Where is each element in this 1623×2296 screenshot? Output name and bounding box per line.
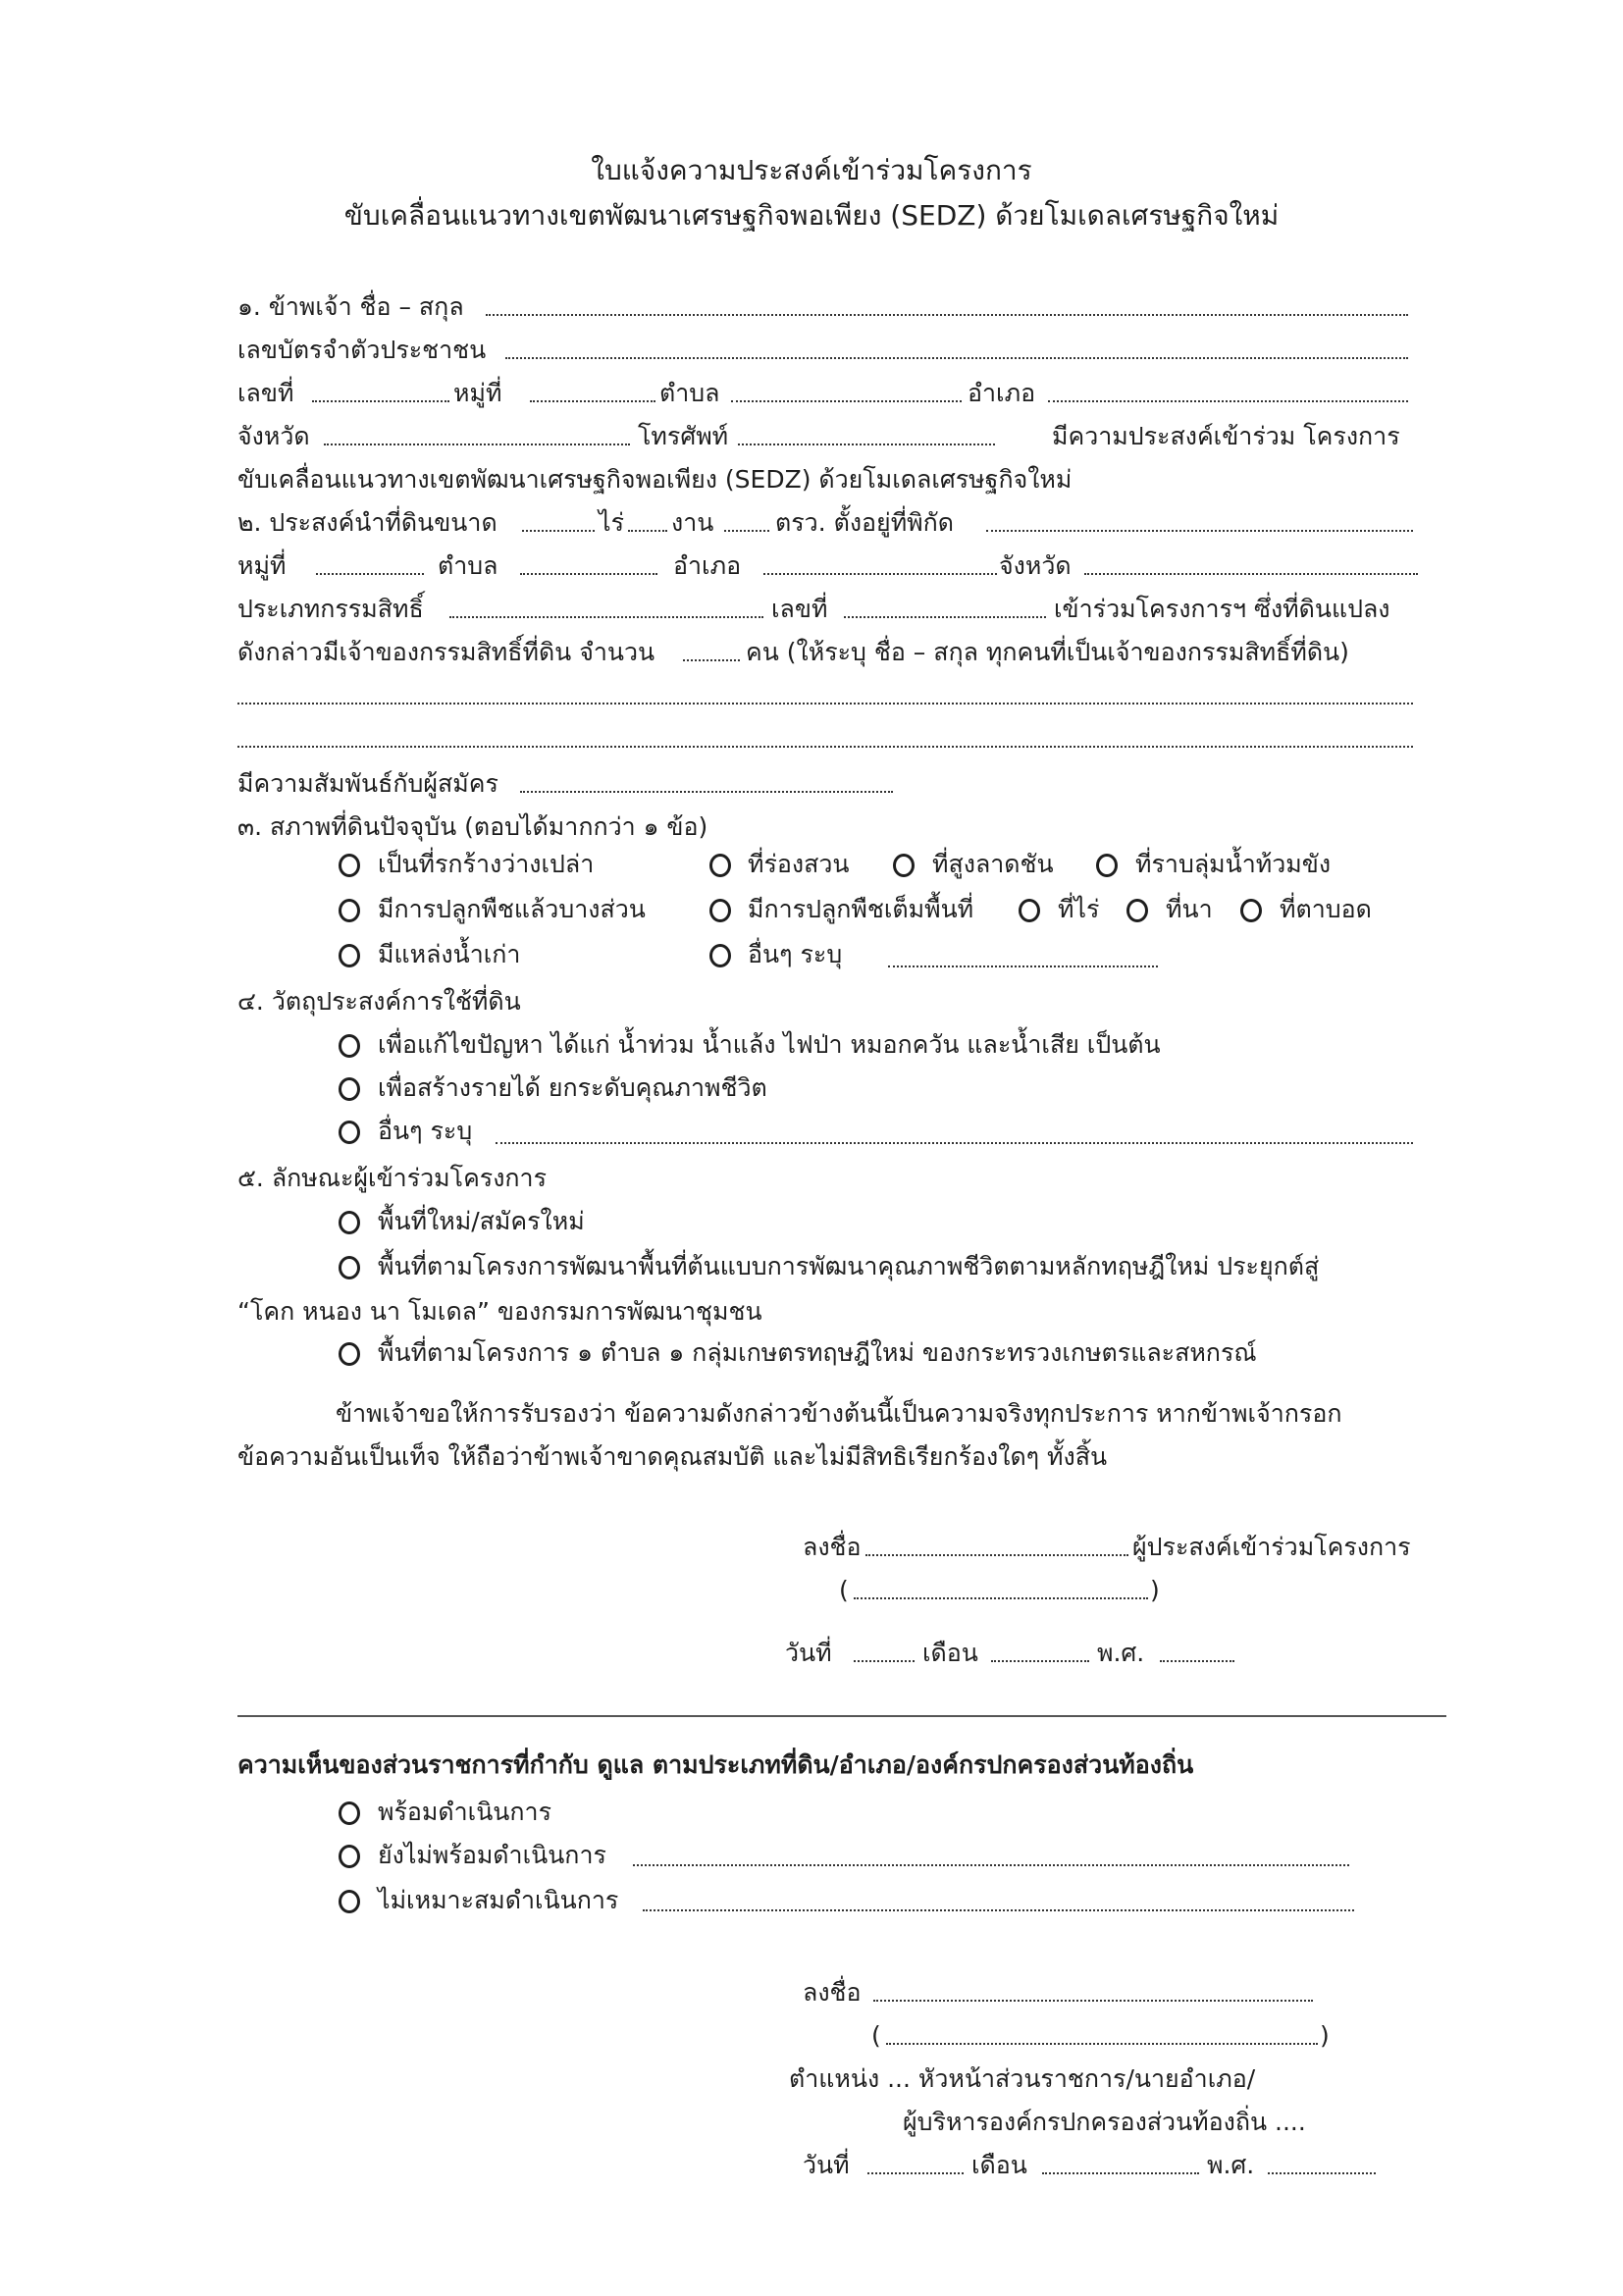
deed-number-field[interactable]	[844, 616, 1046, 618]
house-no-field[interactable]	[312, 400, 449, 402]
official-sign-label: ลงชื่อ	[803, 1978, 862, 2007]
relation-field[interactable]	[520, 791, 893, 793]
applicant-year-label: พ.ศ.	[1097, 1639, 1145, 1667]
applicant-year-field[interactable]	[1160, 1660, 1234, 1662]
land-village-label: หมู่ที่	[237, 551, 287, 580]
applicant-paren-close: )	[1150, 1576, 1160, 1604]
land-condition-label: ๓. สภาพที่ดินปัจจุบัน (ตอบได้มากกว่า ๑ ข้อ)	[237, 812, 708, 841]
radio-barren-land[interactable]	[339, 854, 360, 877]
radio-fully-planted[interactable]	[709, 899, 731, 922]
applicant-month-field[interactable]	[991, 1660, 1089, 1662]
radio-slope-land[interactable]	[893, 854, 915, 877]
section-divider	[237, 1715, 1446, 1717]
land-district-field[interactable]	[763, 573, 997, 575]
subdistrict-field[interactable]	[731, 400, 962, 402]
radio-create-income[interactable]	[339, 1077, 360, 1101]
radio-khok-nong-na[interactable]	[339, 1256, 360, 1279]
subdistrict-label: ตำบล	[659, 379, 720, 407]
radio-not-suitable[interactable]	[339, 1890, 360, 1913]
ngan-field[interactable]	[628, 530, 667, 532]
land-size-label: ๒. ประสงค์นำที่ดินขนาด	[237, 508, 497, 537]
id-field[interactable]	[505, 357, 1408, 359]
sqwa-label: ตรว. ตั้งอยู่ที่พิกัด	[775, 508, 955, 537]
official-printed-name-field[interactable]	[886, 2043, 1318, 2045]
radio-old-water-source[interactable]	[339, 944, 360, 967]
option-landlocked: ที่ตาบอด	[1280, 895, 1372, 923]
owners-names-line-2[interactable]	[237, 746, 1413, 748]
radio-orchard-ditch[interactable]	[709, 854, 731, 877]
participant-type-label: ๕. ลักษณะผู้เข้าร่วมโครงการ	[237, 1164, 548, 1192]
wish-text: มีความประสงค์เข้าร่วม โครงการ	[1052, 422, 1400, 450]
relation-label: มีความสัมพันธ์กับผู้สมัคร	[237, 769, 498, 798]
official-month-label: เดือน	[971, 2151, 1027, 2179]
applicant-printed-name-field[interactable]	[854, 1597, 1148, 1599]
radio-flood-plain[interactable]	[1096, 854, 1118, 877]
certify-line-1: ข้าพเจ้าขอให้การรับรองว่า ข้อความดังกล่าวข้างต้นนี้เป็นความจริงทุกประการ หากข้าพเจ้ากรอก	[336, 1399, 1342, 1428]
province-field[interactable]	[324, 444, 630, 445]
project-name: ขับเคลื่อนแนวทางเขตพัฒนาเศรษฐกิจพอเพียง (SEDZ) ด้วยโมเดลเศรษฐกิจใหม่	[237, 465, 1073, 494]
province-label: จังหวัด	[237, 422, 310, 450]
radio-land-other[interactable]	[709, 944, 731, 967]
official-paren-close: )	[1320, 2021, 1330, 2050]
owners-text-b: คน (ให้ระบุ ชื่อ – สกุล ทุกคนที่เป็นเจ้าของกรรมสิทธิ์ที่ดิน)	[746, 638, 1349, 666]
official-position-a: ตำแหน่ง ... หัวหน้าส่วนราชการ/นายอำเภอ/	[789, 2064, 1256, 2093]
land-subdistrict-label: ตำบล	[438, 551, 498, 580]
applicant-signature-field[interactable]	[865, 1554, 1128, 1556]
option-rice-field: ที่นา	[1166, 895, 1213, 923]
official-paren-open: (	[871, 2021, 881, 2050]
official-month-field[interactable]	[1042, 2172, 1199, 2174]
location-field[interactable]	[986, 530, 1413, 532]
official-opinion-heading: ความเห็นของส่วนราชการที่กำกับ ดูแล ตามประเภทที่ดิน/อำเภอ/องค์กรปกครองส่วนท้องถิ่น	[237, 1750, 1194, 1779]
official-position-b: ผู้บริหารองค์กรปกครองส่วนท้องถิ่น ....	[903, 2108, 1306, 2136]
join-project-text: เข้าร่วมโครงการฯ ซึ่งที่ดินแปลง	[1054, 595, 1390, 623]
not-ready-reason-field[interactable]	[633, 1864, 1349, 1866]
option-solve-problems: เพื่อแก้ไขปัญหา ได้แก่ น้ำท่วม น้ำแล้ง ไฟป่า หมอกควัน และน้ำเสีย เป็นต้น	[378, 1030, 1161, 1059]
phone-field[interactable]	[738, 444, 995, 445]
land-other-field[interactable]	[888, 965, 1158, 967]
form-title-line1: ใบแจ้งความประสงค์เข้าร่วมโครงการ	[591, 154, 1032, 186]
phone-label: โทรศัพท์	[638, 422, 729, 450]
district-label: อำเภอ	[968, 379, 1036, 407]
rai-field[interactable]	[522, 530, 595, 532]
applicant-sign-label: ลงชื่อ	[803, 1533, 862, 1561]
ngan-label: งาน	[671, 508, 714, 537]
purpose-other-field[interactable]	[496, 1142, 1413, 1144]
name-label: ๑. ข้าพเจ้า ชื่อ – สกุล	[237, 292, 464, 321]
applicant-paren-open: (	[839, 1576, 849, 1604]
id-label: เลขบัตรจำตัวประชาชน	[237, 336, 487, 364]
official-signature-field[interactable]	[873, 2000, 1313, 2002]
radio-partly-planted[interactable]	[339, 899, 360, 922]
radio-not-ready[interactable]	[339, 1845, 360, 1868]
option-field-farm: ที่ไร่	[1058, 895, 1100, 923]
official-year-field[interactable]	[1268, 2172, 1376, 2174]
applicant-month-label: เดือน	[922, 1639, 978, 1667]
option-barren-land: เป็นที่รกร้างว่างเปล่า	[378, 850, 595, 878]
owners-count-field[interactable]	[683, 659, 740, 661]
option-create-income: เพื่อสร้างรายได้ ยกระดับคุณภาพชีวิต	[378, 1073, 767, 1102]
certify-line-2: ข้อความอันเป็นเท็จ ให้ถือว่าข้าพเจ้าขาดคุณสมบัติ และไม่มีสิทธิเรียกร้องใดๆ ทั้งสิ้น	[237, 1442, 1108, 1471]
name-field[interactable]	[486, 314, 1408, 316]
land-province-field[interactable]	[1084, 573, 1418, 575]
radio-solve-problems[interactable]	[339, 1034, 360, 1058]
radio-ready[interactable]	[339, 1801, 360, 1825]
radio-one-tambon[interactable]	[339, 1342, 360, 1366]
option-purpose-other: อื่นๆ ระบุ	[378, 1117, 473, 1145]
option-one-tambon: พื้นที่ตามโครงการ ๑ ตำบล ๑ กลุ่มเกษตรทฤษฎีใหม่ ของกระทรวงเกษตรและสหกรณ์	[378, 1338, 1257, 1367]
village-label: หมู่ที่	[453, 379, 502, 407]
owners-names-line-1[interactable]	[237, 703, 1413, 704]
district-field[interactable]	[1048, 400, 1408, 402]
option-not-ready: ยังไม่พร้อมดำเนินการ	[378, 1841, 606, 1869]
land-village-field[interactable]	[316, 573, 424, 575]
land-use-purpose-label: ๔. วัตถุประสงค์การใช้ที่ดิน	[237, 987, 521, 1016]
applicant-date-label: วันที่	[785, 1639, 832, 1667]
official-day-field[interactable]	[867, 2172, 964, 2174]
sqwa-field[interactable]	[724, 530, 769, 532]
land-province-label: จังหวัด	[999, 551, 1072, 580]
applicant-role: ผู้ประสงค์เข้าร่วมโครงการ	[1132, 1533, 1411, 1561]
radio-landlocked[interactable]	[1240, 899, 1262, 922]
form-title-line2: ขับเคลื่อนแนวทางเขตพัฒนาเศรษฐกิจพอเพียง (SEDZ) ด้วยโมเดลเศรษฐกิจใหม่	[343, 199, 1280, 232]
radio-field-farm[interactable]	[1019, 899, 1040, 922]
option-flood-plain: ที่ราบลุ่มน้ำท้วมขัง	[1135, 850, 1332, 878]
option-slope-land: ที่สูงลาดชัน	[932, 850, 1054, 878]
option-fully-planted: มีการปลูกพืชเต็มพื้นที่	[748, 895, 974, 923]
radio-rice-field[interactable]	[1126, 899, 1148, 922]
ownership-type-label: ประเภทกรรมสิทธิ์	[237, 595, 424, 623]
official-date-label: วันที่	[803, 2151, 850, 2179]
radio-new-area[interactable]	[339, 1211, 360, 1234]
ownership-type-field[interactable]	[449, 616, 763, 618]
option-old-water-source: มีแหล่งน้ำเก่า	[378, 940, 521, 968]
option-khok-nong-na-a: พื้นที่ตามโครงการพัฒนาพื้นที่ต้นแบบการพัฒนาคุณภาพชีวิตตามหลักทฤษฎีใหม่ ประยุกต์สู่	[378, 1252, 1320, 1280]
radio-purpose-other[interactable]	[339, 1121, 360, 1144]
owners-text-a: ดังกล่าวมีเจ้าของกรรมสิทธิ์ที่ดิน จำนวน	[237, 638, 655, 666]
option-orchard-ditch: ที่ร่องสวน	[748, 850, 850, 878]
land-subdistrict-field[interactable]	[520, 573, 657, 575]
option-ready: พร้อมดำเนินการ	[378, 1798, 552, 1826]
village-field[interactable]	[530, 400, 655, 402]
rai-label: ไร่	[599, 508, 625, 537]
option-land-other: อื่นๆ ระบุ	[748, 940, 843, 968]
option-not-suitable: ไม่เหมาะสมดำเนินการ	[378, 1886, 619, 1914]
deed-number-label: เลขที่	[771, 595, 828, 623]
official-year-label: พ.ศ.	[1207, 2151, 1255, 2179]
option-partly-planted: มีการปลูกพืชแล้วบางส่วน	[378, 895, 646, 923]
not-suitable-reason-field[interactable]	[643, 1909, 1354, 1911]
house-no-label: เลขที่	[237, 379, 294, 407]
applicant-day-field[interactable]	[854, 1660, 915, 1662]
land-district-label: อำเภอ	[673, 551, 742, 580]
option-new-area: พื้นที่ใหม่/สมัครใหม่	[378, 1207, 585, 1235]
option-khok-nong-na-b: “โคก หนอง นา โมเดล” ของกรมการพัฒนาชุมชน	[237, 1297, 762, 1326]
